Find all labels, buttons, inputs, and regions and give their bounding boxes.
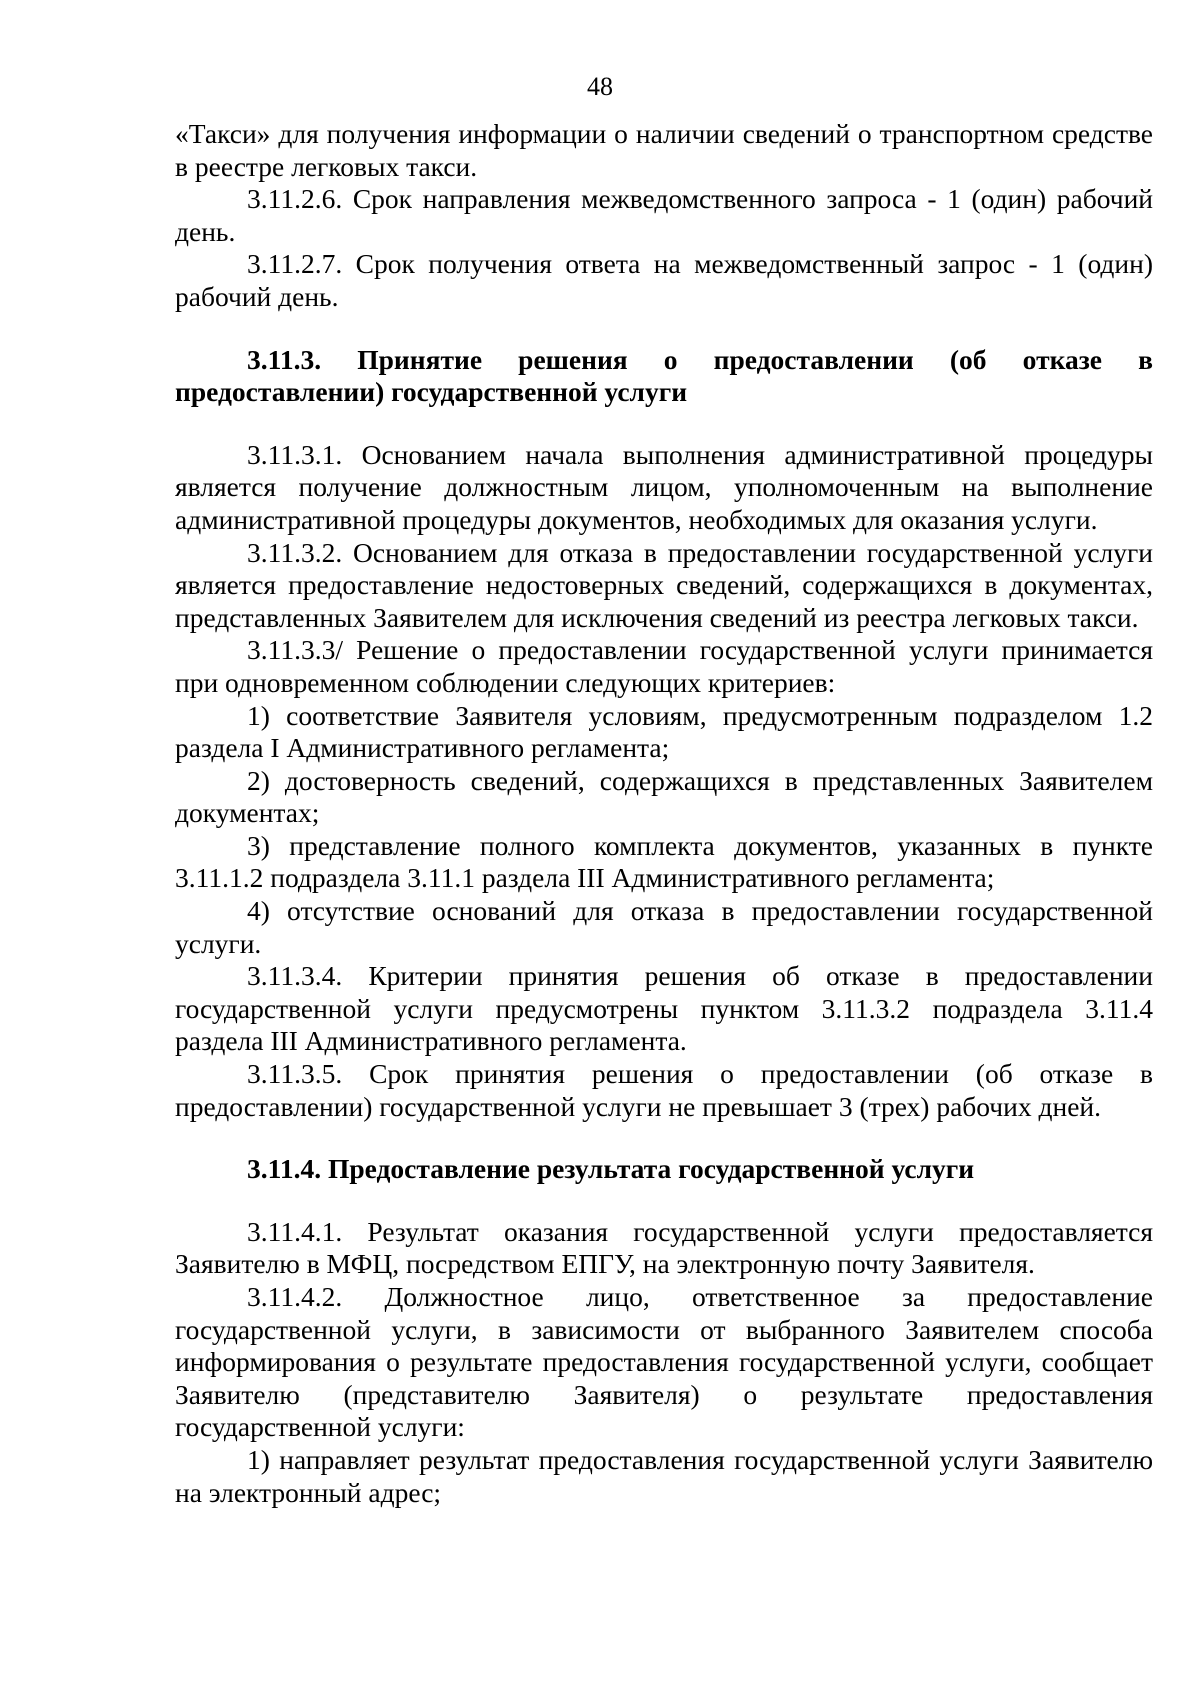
paragraph-3-11-4-2: 3.11.4.2. Должностное лицо, ответственное за предоставление государственной услуги, в зависимости от выбранного Заявителем способа информирования о результате предоставления государственной услуги, сообщает Заявителю (представителю Заявителя) о результате предоставления государственной услуги: [175, 1281, 1153, 1443]
paragraph-3-11-2-6: 3.11.2.6. Срок направления межведомственного запроса - 1 (один) рабочий день. [175, 183, 1153, 247]
paragraph-3-11-3-4: 3.11.3.4. Критерии принятия решения об отказе в предоставлении государственной услуги предусмотрены пунктом 3.11.3.2 подраздела 3.11.4 раздела III Административного регламента. [175, 960, 1153, 1057]
document-body [175, 118, 1153, 1509]
paragraph-3-11-3-5: 3.11.3.5. Срок принятия решения о предоставлении (об отказе в предоставлении) государственной услуги не превышает 3 (трех) рабочих дней. [175, 1058, 1153, 1122]
paragraph-3-11-3-3: 3.11.3.3/ Решение о предоставлении государственной услуги принимается при одновременном соблюдении следующих критериев: [175, 634, 1153, 698]
list-item-criterion-1: 1) соответствие Заявителя условиям, предусмотренным подразделом 1.2 раздела I Административного регламента; [175, 699, 1153, 764]
list-item-criterion-2: 2) достоверность сведений, содержащихся в представленных Заявителем документах; [175, 764, 1153, 829]
list-item-criterion-3: 3) представление полного комплекта документов, указанных в пункте 3.11.1.2 подраздела 3.11.1 раздела III Административного регламента; [175, 829, 1153, 894]
list-item-result-1: 1) направляет результат предоставления государственной услуги Заявителю на электронный адрес; [175, 1443, 1153, 1508]
page-number: 48 [587, 72, 613, 101]
list-item-criterion-4: 4) отсутствие оснований для отказа в предоставлении государственной услуги. [175, 895, 1153, 959]
paragraph-3-11-3-2: 3.11.3.2. Основанием для отказа в предоставлении государственной услуги является предоставление недостоверных сведений, содержащихся в документах, представленных Заявителем для исключения сведений из реестра легковых такси. [175, 536, 1153, 633]
paragraph-3-11-4-1: 3.11.4.1. Результат оказания государственной услуги предоставляется Заявителю в МФЦ, посредством ЕПГУ, на электронную почту Заявителя. [175, 1215, 1153, 1280]
paragraph-3-11-3-1: 3.11.3.1. Основанием начала выполнения административной процедуры является получение должностным лицом, уполномоченным на выполнение административной процедуры документов, необходимых для оказания услуги. [175, 438, 1153, 535]
paragraph-3-11-2-7: 3.11.2.7. Срок получения ответа на межведомственный запрос - 1 (один) рабочий день. [175, 248, 1153, 312]
section-heading-3-11-4: 3.11.4. Предоставление результата государственной услуги [247, 1153, 975, 1185]
paragraph: «Такси» для получения информации о наличии сведений о транспортном средстве в реестре легковых такси. [175, 118, 1153, 182]
section-heading-3-11-3: 3.11.3. Принятие решения о предоставлении (об отказе в предоставлении) государственной услуги [175, 343, 1153, 408]
